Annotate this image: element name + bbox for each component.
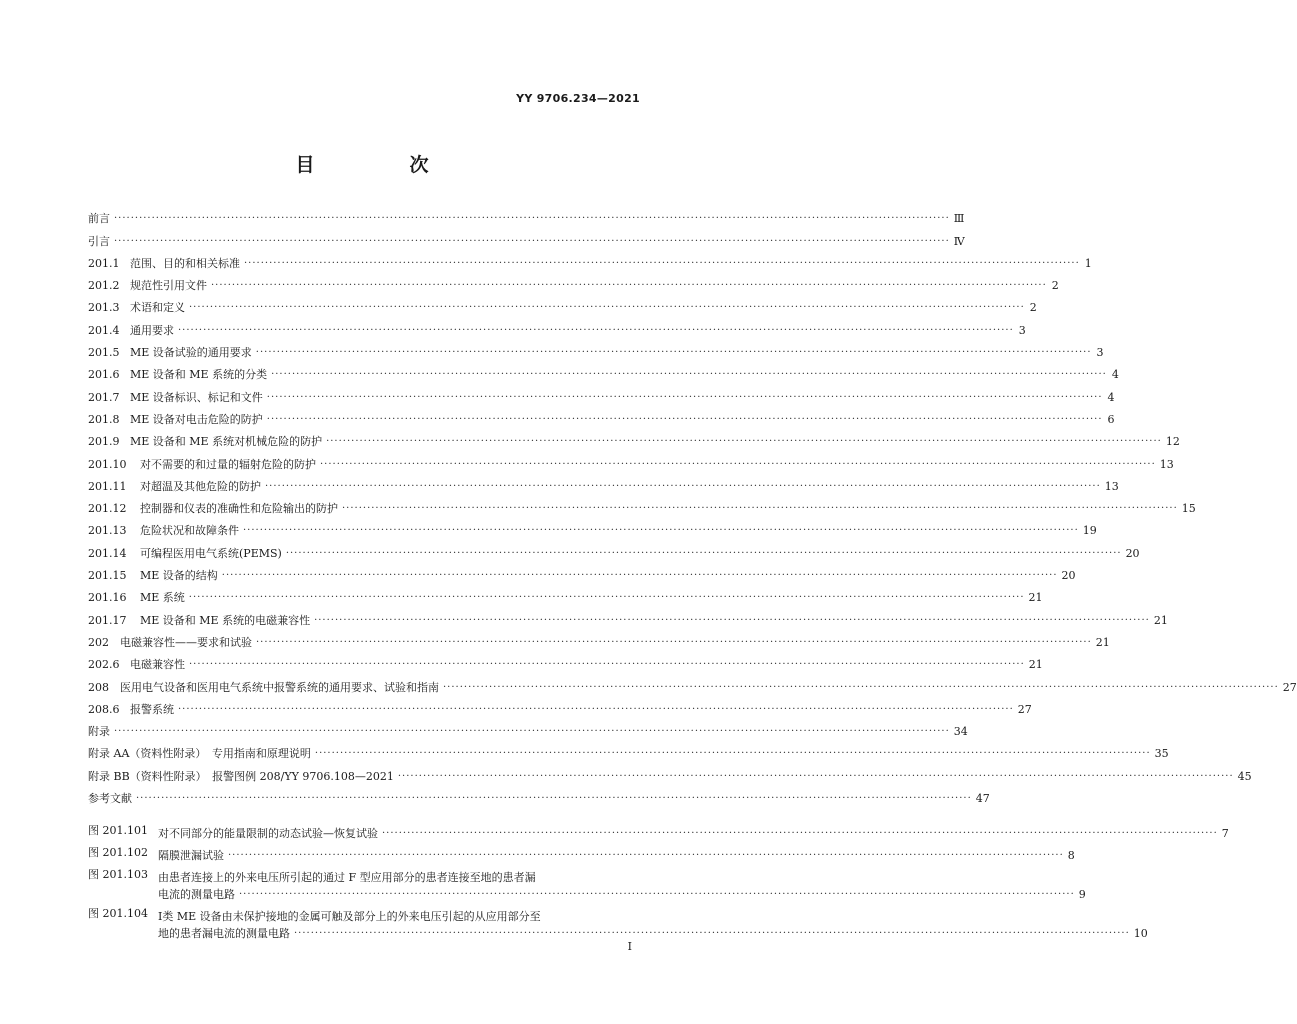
toc-entry-page: Ⅳ xyxy=(953,234,965,248)
toc-entry-page: 45 xyxy=(1237,769,1252,783)
toc-entry-title: 附录 BB（资料性附录） 报警图例 208/YY 9706.108—2021 xyxy=(88,769,394,783)
toc-entry[interactable] xyxy=(88,761,1252,783)
dot-leader: ········································································································································································································ xyxy=(178,703,1014,715)
toc-entry[interactable] xyxy=(88,494,1196,516)
dot-leader: ········································································································································································································ xyxy=(221,570,1058,582)
dot-leader: ········································································································································································································ xyxy=(256,636,1092,648)
toc-entry-page: 2 xyxy=(1051,279,1059,293)
toc-entry-number: 201.9 xyxy=(88,435,120,449)
toc-entry-number: 201.4 xyxy=(88,323,120,337)
toc-entry-title: 规范性引用文件 xyxy=(130,279,207,293)
toc-entry-title: ME 设备对电击危险的防护 xyxy=(130,412,263,426)
toc-entry-page: 2 xyxy=(1029,301,1037,315)
toc-entry-number: 201.13 xyxy=(88,524,127,538)
figure-page: 8 xyxy=(1067,849,1075,862)
dot-leader: ········································································································································································································ xyxy=(314,614,1150,626)
figure-page: 10 xyxy=(1133,927,1148,940)
toc-entry[interactable] xyxy=(88,204,965,226)
dot-leader: ········································································································································································································ xyxy=(243,525,1079,537)
toc-entry-number: 208.6 xyxy=(88,702,120,716)
figure-page: 9 xyxy=(1078,888,1086,901)
dot-leader: ········································································································································································································ xyxy=(326,436,1162,448)
dot-leader: ········································································································································································································ xyxy=(211,280,1047,292)
toc-entry-title: 报警系统 xyxy=(130,702,174,716)
toc-entry-title: 对不需要的和过量的辐射危险的防护 xyxy=(140,457,316,471)
toc-entry-page: 13 xyxy=(1159,457,1174,471)
toc-entry-page: 15 xyxy=(1181,502,1196,516)
toc-entry-title: 术语和定义 xyxy=(130,301,185,315)
toc-entry-title: ME 设备和 ME 系统对机械危险的防护 xyxy=(130,435,323,449)
toc-entry-number: 201.1 xyxy=(88,256,120,270)
toc-entry[interactable] xyxy=(88,717,968,739)
toc-entry-number: 201.17 xyxy=(88,613,127,627)
dot-leader: ········································································································································································································ xyxy=(255,347,1092,359)
toc-entry-title: 可编程医用电气系统(PEMS) xyxy=(140,546,282,560)
toc-entry[interactable] xyxy=(88,650,1043,672)
figure-entry[interactable] xyxy=(88,907,1148,941)
toc-entry-title: 医用电气设备和医用电气系统中报警系统的通用要求、试验和指南 xyxy=(120,680,439,694)
dot-leader: ········································································································································································································ xyxy=(178,324,1014,336)
dot-leader: ········································································································································································································ xyxy=(189,302,1025,314)
dot-leader: ········································································································································································································ xyxy=(382,828,1218,839)
dot-leader: ········································································································································································································ xyxy=(136,793,972,805)
figure-title: 由患者连接上的外来电压所引起的通过 F 型应用部分的患者连接至地的患者漏 xyxy=(158,871,536,884)
toc-entry-title: 范围、目的和相关标准 xyxy=(130,256,240,270)
toc-entry-title: 引言 xyxy=(88,234,110,248)
dot-leader: ········································································································································································································ xyxy=(443,681,1279,693)
toc-entry-page: 34 xyxy=(953,725,968,739)
toc-entry-title: ME 设备的结构 xyxy=(140,569,218,583)
toc-entry-page: 19 xyxy=(1082,524,1097,538)
dot-leader: ········································································································································································································ xyxy=(285,547,1122,559)
toc-entry-number: 201.11 xyxy=(88,479,127,493)
toc-entry-title: 附录 xyxy=(88,725,110,739)
toc-entry-number: 201.12 xyxy=(88,502,127,516)
toc-entry[interactable] xyxy=(88,405,1115,427)
toc-entry-number: 201.14 xyxy=(88,546,127,560)
dot-leader: ········································································································································································································ xyxy=(114,726,950,738)
toc-entry-page: 21 xyxy=(1028,591,1043,605)
toc-entry-page: 21 xyxy=(1095,635,1110,649)
toc-entry[interactable] xyxy=(88,360,1119,382)
toc-entry-page: 27 xyxy=(1017,702,1032,716)
figure-number: 图 201.102 xyxy=(88,846,148,859)
toc-entry[interactable] xyxy=(88,672,1297,694)
toc-entry-page: 21 xyxy=(1153,613,1168,627)
dot-leader: ········································································································································································································ xyxy=(266,413,1103,425)
toc-entry-title: ME 设备和 ME 系统的分类 xyxy=(130,368,268,382)
toc-entry[interactable] xyxy=(88,449,1174,471)
toc-entry[interactable] xyxy=(88,226,965,248)
toc-entry-title: 危险状况和故障条件 xyxy=(140,524,239,538)
toc-entry[interactable] xyxy=(88,605,1168,627)
toc-entry-title: 控制器和仪表的准确性和危险输出的防护 xyxy=(140,502,338,516)
toc-entry[interactable] xyxy=(88,293,1037,315)
figure-title: Ⅰ类 ME 设备由未保护接地的金属可触及部分上的外来电压引起的从应用部分至 xyxy=(158,910,541,923)
toc-entry[interactable] xyxy=(88,784,990,806)
toc-entry[interactable] xyxy=(88,472,1119,494)
toc-entry-number: 201.15 xyxy=(88,569,127,583)
toc-entry-page: 12 xyxy=(1165,435,1180,449)
figure-entry[interactable] xyxy=(88,868,1086,902)
dot-leader: ········································································································································································································ xyxy=(294,928,1130,939)
toc-entry[interactable] xyxy=(88,382,1115,404)
toc-entry-number: 208 xyxy=(88,680,109,694)
toc-entry-title: ME 系统 xyxy=(140,591,185,605)
toc-entry-page: 3 xyxy=(1096,346,1104,360)
page-title: 目 次 xyxy=(295,154,467,176)
dot-leader: ········································································································································································································ xyxy=(114,235,950,247)
toc-entry-title: 通用要求 xyxy=(130,323,174,337)
toc-entry[interactable] xyxy=(88,739,1169,761)
toc-entry-page: 35 xyxy=(1154,747,1169,761)
figure-number: 图 201.103 xyxy=(88,868,148,881)
figure-title: 电流的测量电路 xyxy=(158,888,235,901)
toc-entry-title: 附录 AA（资料性附录） 专用指南和原理说明 xyxy=(88,747,311,761)
dot-leader: ········································································································································································································ xyxy=(188,592,1025,604)
figure-list xyxy=(88,824,1229,946)
toc-entry-title: 电磁兼容性 xyxy=(130,658,185,672)
dot-leader: ········································································································································································································ xyxy=(271,369,1107,381)
figure-number: 图 201.104 xyxy=(88,907,148,920)
toc-entry-number: 201.5 xyxy=(88,346,120,360)
figure-entry[interactable] xyxy=(88,824,1229,841)
toc-entry[interactable] xyxy=(88,338,1104,360)
toc-entry-number: 201.16 xyxy=(88,591,127,605)
toc-entry-page: 20 xyxy=(1125,546,1140,560)
dot-leader: ········································································································································································································ xyxy=(320,458,1156,470)
toc-entry-title: ME 设备标识、标记和文件 xyxy=(130,390,263,404)
toc-entry-page: 27 xyxy=(1282,680,1297,694)
toc-entry-number: 201.7 xyxy=(88,390,120,404)
toc-entry-number: 201.10 xyxy=(88,457,127,471)
dot-leader: ········································································································································································································ xyxy=(266,391,1103,403)
toc-entry-page: 6 xyxy=(1107,412,1115,426)
toc-entry-title: 对超温及其他危险的防护 xyxy=(140,479,261,493)
figure-title: 地的患者漏电流的测量电路 xyxy=(158,927,290,940)
toc-entry[interactable] xyxy=(88,561,1076,583)
toc-entry-title: ME 设备试验的通用要求 xyxy=(130,346,252,360)
toc-entry-page: 20 xyxy=(1061,569,1076,583)
dot-leader: ········································································································································································································ xyxy=(244,257,1080,269)
dot-leader: ········································································································································································································ xyxy=(342,503,1178,515)
toc-entry[interactable] xyxy=(88,628,1110,650)
dot-leader: ········································································································································································································ xyxy=(239,889,1075,900)
toc-entry-page: 3 xyxy=(1018,323,1026,337)
toc-entry[interactable] xyxy=(88,271,1059,293)
toc-entry-number: 201.3 xyxy=(88,301,120,315)
figure-page: 7 xyxy=(1221,827,1229,840)
figure-title: 隔膜泄漏试验 xyxy=(158,849,224,862)
toc-entry-page: Ⅲ xyxy=(953,212,965,226)
standard-number: YY 9706.234—2021 xyxy=(516,92,640,105)
toc-entry-number: 202 xyxy=(88,635,109,649)
toc-entry-page: 21 xyxy=(1028,658,1043,672)
toc-entry-number: 201.6 xyxy=(88,368,120,382)
toc-entry[interactable] xyxy=(88,427,1180,449)
toc-entry[interactable] xyxy=(88,538,1140,560)
figure-number: 图 201.101 xyxy=(88,824,148,837)
toc-entry-page: 4 xyxy=(1107,390,1115,404)
toc-entry[interactable] xyxy=(88,315,1026,337)
toc-entry-title: 前言 xyxy=(88,212,110,226)
dot-leader: ········································································································································································································ xyxy=(228,850,1064,861)
dot-leader: ········································································································································································································ xyxy=(265,480,1101,492)
toc-entry-page: 4 xyxy=(1111,368,1119,382)
toc-entry-title: 电磁兼容性——要求和试验 xyxy=(120,635,252,649)
toc-entry-number: 202.6 xyxy=(88,658,120,672)
toc-list xyxy=(88,204,1297,806)
figure-title: 对不同部分的能量限制的动态试验—恢复试验 xyxy=(158,827,378,840)
dot-leader: ········································································································································································································ xyxy=(114,213,950,225)
toc-entry[interactable] xyxy=(88,249,1092,271)
toc-entry-page: 47 xyxy=(975,792,990,806)
toc-entry[interactable] xyxy=(88,695,1032,717)
toc-entry-number: 201.2 xyxy=(88,279,120,293)
toc-entry-title: ME 设备和 ME 系统的电磁兼容性 xyxy=(140,613,311,627)
toc-entry-number: 201.8 xyxy=(88,412,120,426)
dot-leader: ········································································································································································································ xyxy=(314,748,1151,760)
figure-entry[interactable] xyxy=(88,846,1075,863)
toc-entry-title: 参考文献 xyxy=(88,792,132,806)
dot-leader: ········································································································································································································ xyxy=(397,770,1234,782)
dot-leader: ········································································································································································································ xyxy=(189,659,1025,671)
page-number: Ⅰ xyxy=(627,940,632,953)
toc-entry[interactable] xyxy=(88,516,1097,538)
toc-entry-page: 13 xyxy=(1104,479,1119,493)
toc-entry-page: 1 xyxy=(1084,256,1092,270)
toc-entry[interactable] xyxy=(88,583,1043,605)
